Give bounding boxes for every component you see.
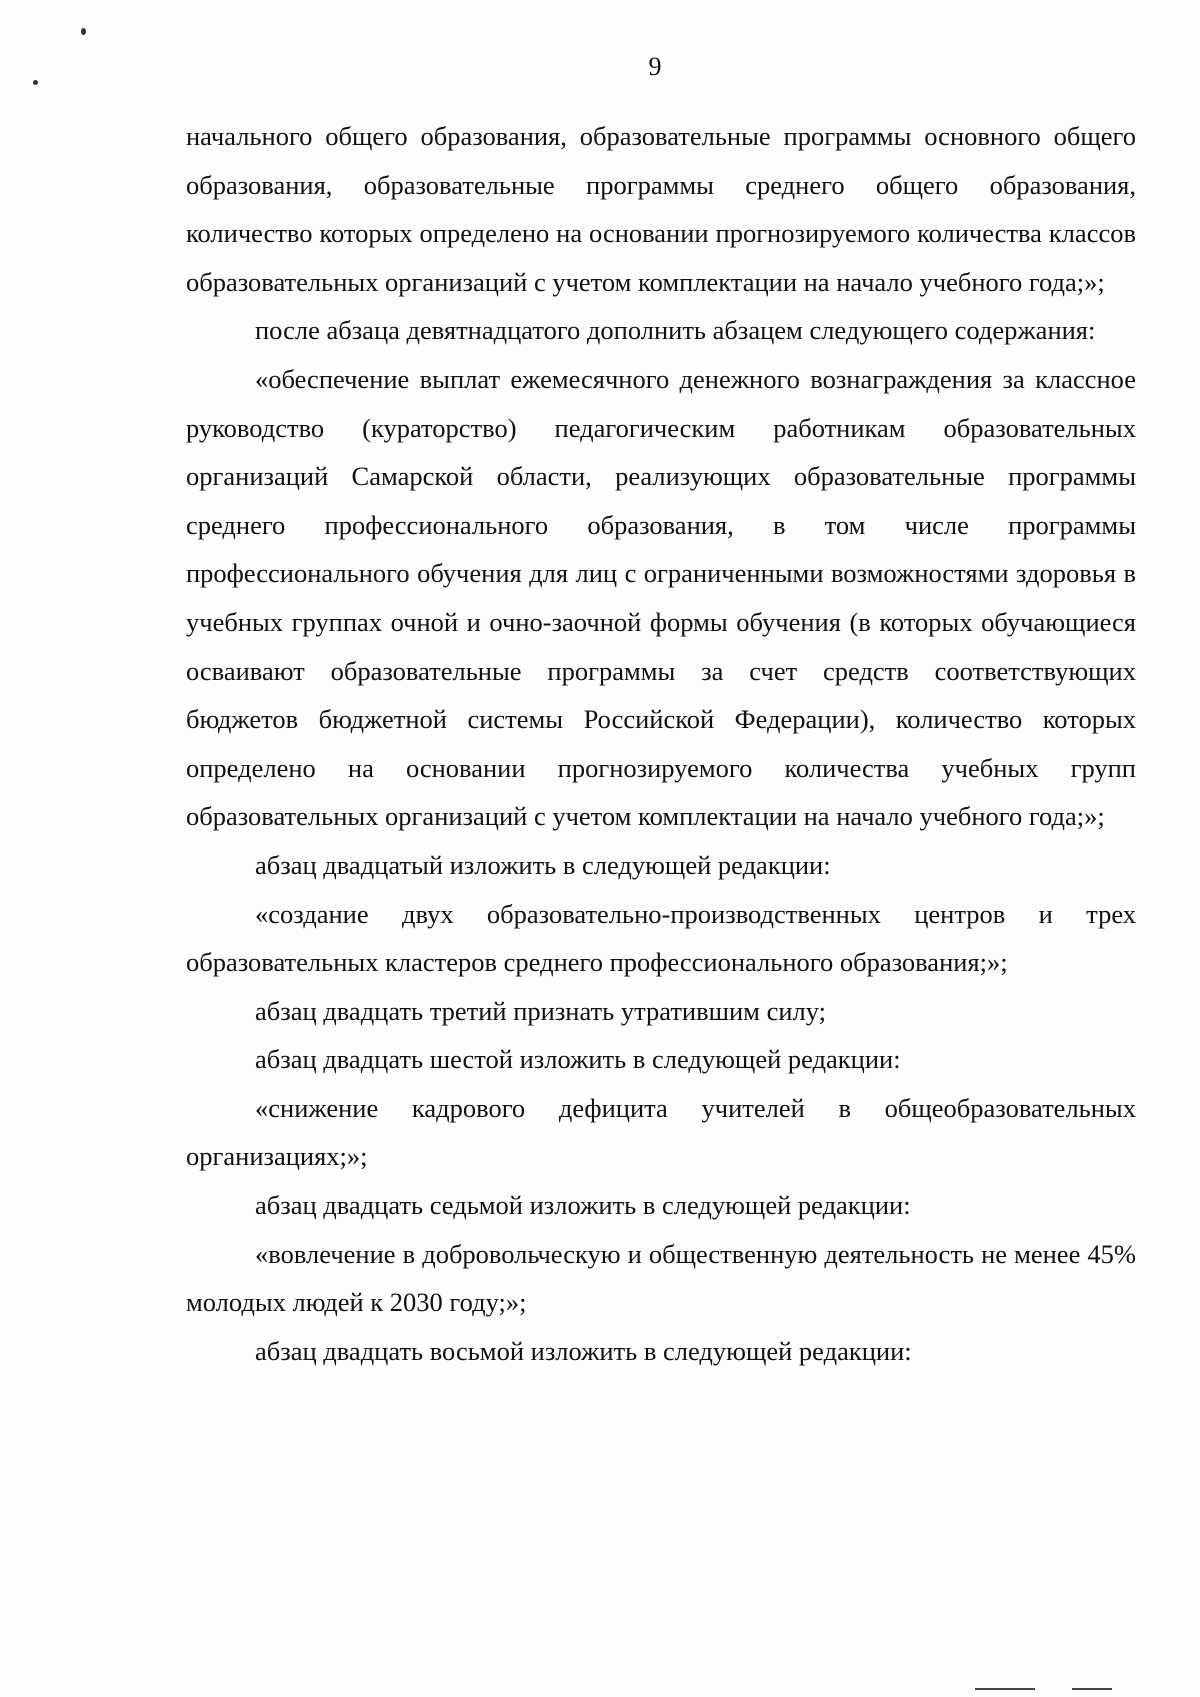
- paragraph-10: «вовлечение в добровольческую и общественную деятельность не менее 45% молодых людей к 2030 году;»;: [186, 1238, 1136, 1318]
- paragraph-4: абзац двадцатый изложить в следующей редакции:: [255, 849, 831, 880]
- paragraph-2: после абзаца девятнадцатого дополнить абзацем следующего содержания:: [255, 315, 1096, 346]
- scan-speck: [33, 80, 38, 85]
- paragraph-1: начального общего образования, образовательные программы основного общего образования, образовательные программы среднего общего образования, количество которых определено на основании прогнозируемого количества классов образовательных организаций с учетом комплектации на начало учебного года;»;: [186, 121, 1136, 297]
- paragraph-6: абзац двадцать третий признать утратившим силу;: [255, 995, 827, 1026]
- paragraph-5: «создание двух образовательно-производственных центров и трех образовательных кластеров среднего профессионального образования;»;: [186, 898, 1136, 978]
- paragraph-7: абзац двадцать шестой изложить в следующей редакции:: [255, 1044, 901, 1075]
- document-body: [186, 112, 1136, 1375]
- paragraph-9: абзац двадцать седьмой изложить в следующей редакции:: [255, 1190, 911, 1221]
- paragraph-3: «обеспечение выплат ежемесячного денежного вознаграждения за классное руководство (кураторство) педагогическим работникам образовательных организаций Самарской области, реализующих образовательные программы среднего профессионального образования, в том числе программы профессионального обучения для лиц с ограниченными возможностями здоровья в учебных группах очной и очно-заочной формы обучения (в которых обучающиеся осваивают образовательные программы за счет средств соответствующих бюджетов бюджетной системы Российской Федерации), количество которых определено на основании прогнозируемого количества учебных групп образовательных организаций с учетом комплектации на начало учебного года;»;: [186, 363, 1136, 832]
- page-number: 9: [648, 52, 662, 81]
- scan-speck: [81, 28, 86, 35]
- paragraph-11: абзац двадцать восьмой изложить в следующей редакции:: [255, 1335, 912, 1366]
- paragraph-8: «снижение кадрового дефицита учителей в общеобразовательных организациях;»;: [186, 1092, 1136, 1172]
- scan-mark: [975, 1688, 1035, 1690]
- scan-mark: [1072, 1688, 1112, 1690]
